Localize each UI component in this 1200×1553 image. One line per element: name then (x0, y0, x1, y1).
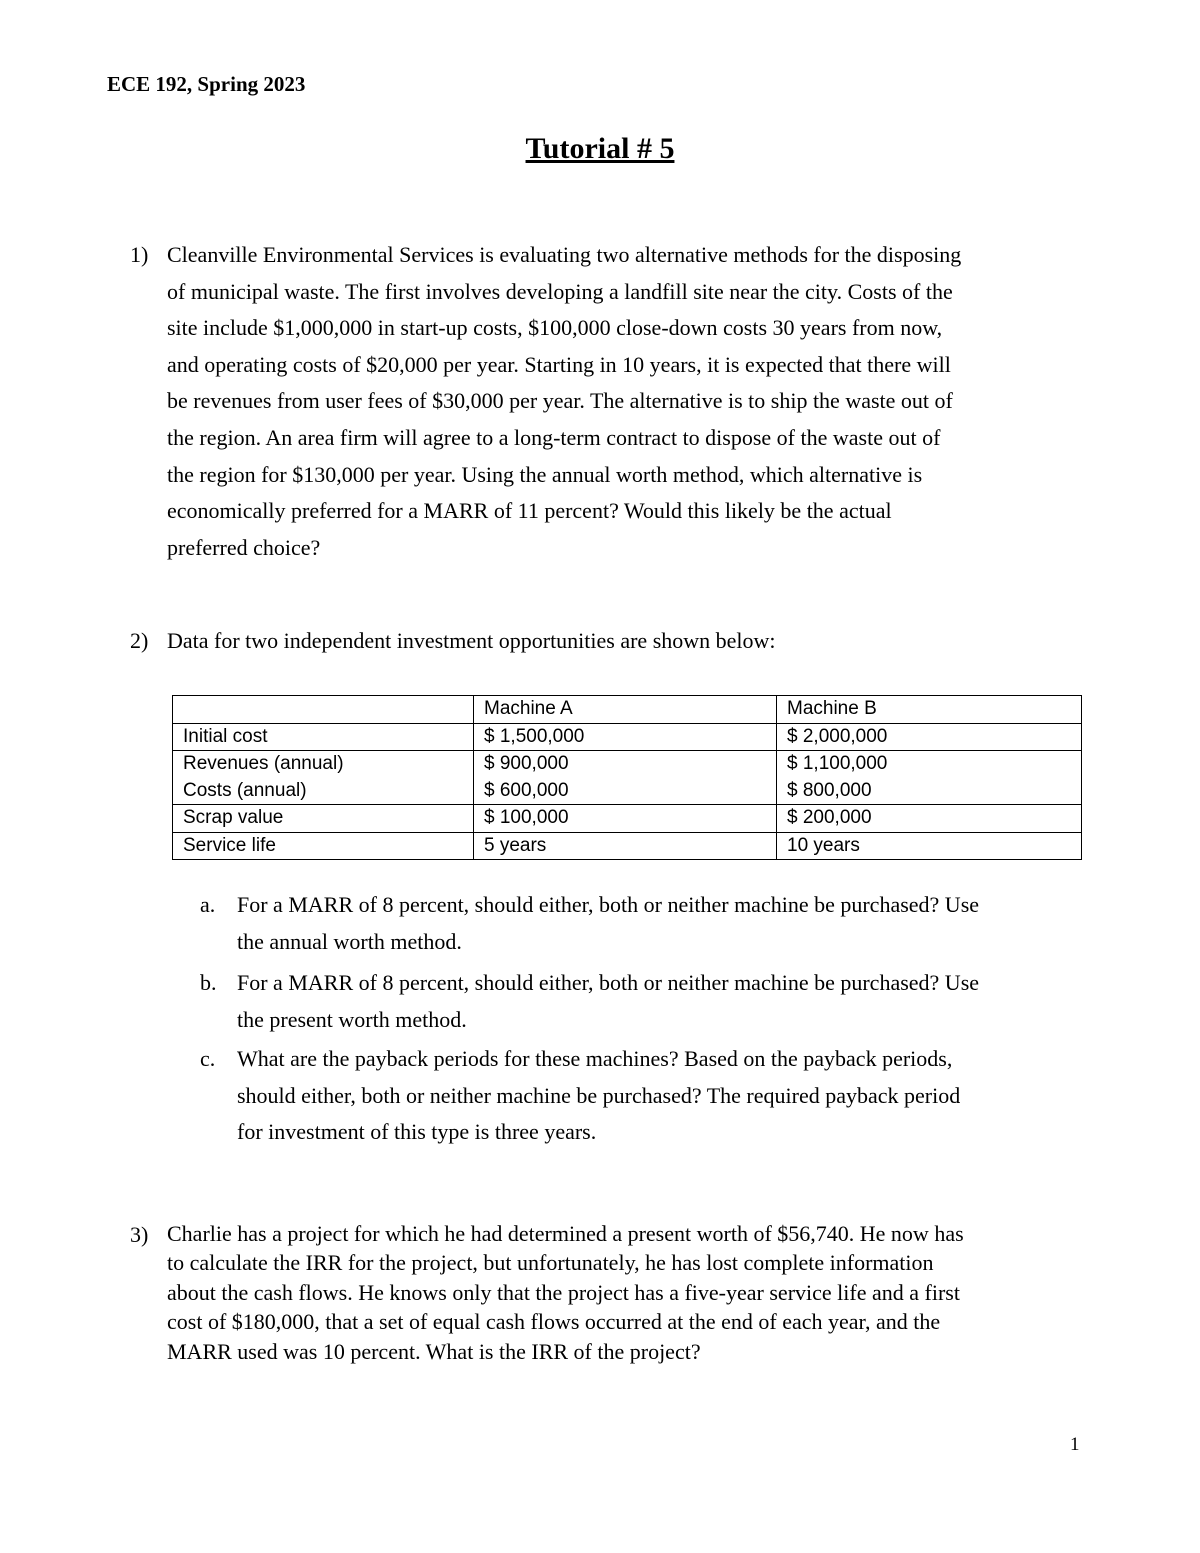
question-2-text: Data for two independent investment opportunities are shown below: (167, 628, 776, 653)
table-cell: Service life (173, 832, 474, 860)
question-3-line: MARR used was 10 percent. What is the IRR of the project? (167, 1338, 701, 1364)
table-cell: $ 200,000 (777, 805, 1082, 833)
course-header: ECE 192, Spring 2023 (107, 72, 306, 96)
table-cell: Revenues (annual) (173, 751, 474, 778)
table-cell: $ 600,000 (474, 778, 777, 805)
question-1-line: the region for $130,000 per year. Using the annual worth method, which alternative is (167, 461, 923, 487)
question-3-line: Charlie has a project for which he had determined a present worth of $56,740. He now has (167, 1221, 964, 1246)
question-2-number: 2) (130, 628, 149, 653)
question-1-line: and operating costs of $20,000 per year. Starting in 10 years, it is expected that there will (167, 351, 951, 377)
table-cell: Costs (annual) (173, 778, 474, 805)
question-2-part-c (200, 1041, 1082, 1151)
part-text: For a MARR of 8 percent, should either, both or neither machine be purchased? Use (237, 970, 980, 995)
part-text: should either, both or neither machine be purchased? The required payback period (237, 1082, 961, 1108)
table-cell: $ 1,100,000 (777, 751, 1082, 778)
table-cell: Machine B (777, 696, 1082, 724)
part-label: c. (200, 1046, 216, 1071)
table-cell: 5 years (474, 832, 777, 860)
table-cell: Initial cost (173, 723, 474, 751)
investment-data-table (172, 695, 1082, 860)
table-cell: 10 years (777, 832, 1082, 860)
table-row (173, 751, 1082, 778)
table-cell (173, 696, 474, 724)
part-text: For a MARR of 8 percent, should either, both or neither machine be purchased? Use (237, 892, 980, 917)
table-cell: $ 800,000 (777, 778, 1082, 805)
question-1-line: preferred choice? (167, 534, 321, 560)
part-text: the annual worth method. (237, 928, 462, 954)
question-3-line: cost of $180,000, that a set of equal cash flows occurred at the end of each year, and the (167, 1309, 941, 1335)
table-row (173, 723, 1082, 751)
question-3-line: to calculate the IRR for the project, but unfortunately, he has lost complete information (167, 1250, 934, 1276)
part-label: b. (200, 970, 217, 995)
table-cell: Machine A (474, 696, 777, 724)
question-1-line: economically preferred for a MARR of 11 percent? Would this likely be the actual (167, 498, 892, 524)
question-1-line: the region. An area firm will agree to a long-term contract to dispose of the waste out of (167, 424, 941, 450)
part-label: a. (200, 892, 216, 917)
table-cell: Scrap value (173, 805, 474, 833)
question-2-part-a (200, 887, 1082, 960)
question-1-line: site include $1,000,000 in start-up costs, $100,000 close-down costs 30 years from now, (167, 315, 943, 341)
table-row (173, 805, 1082, 833)
question-1-line: Cleanville Environmental Services is evaluating two alternative methods for the disposing (167, 242, 962, 267)
question-1-line: be revenues from user fees of $30,000 per year. The alternative is to ship the waste out of (167, 388, 953, 414)
question-3-text (167, 1219, 1082, 1366)
page-number: 1 (1070, 1434, 1080, 1455)
table-cell: $ 900,000 (474, 751, 777, 778)
part-text: for investment of this type is three years. (237, 1119, 597, 1145)
table-header-row (173, 696, 1082, 724)
table-row (173, 778, 1082, 805)
question-1-line: of municipal waste. The first involves developing a landfill site near the city. Costs of the (167, 278, 953, 304)
question-1-number: 1) (130, 242, 149, 267)
part-text: the present worth method. (237, 1006, 467, 1032)
table-cell: $ 1,500,000 (474, 723, 777, 751)
table-row (173, 832, 1082, 860)
part-text: What are the payback periods for these machines? Based on the payback periods, (237, 1046, 953, 1071)
question-1-text (167, 237, 1082, 566)
question-2-part-b (200, 965, 1082, 1038)
page-title: Tutorial # 5 (525, 132, 675, 165)
question-3-line: about the cash flows. He knows only that the project has a five-year service life and a first (167, 1279, 960, 1305)
table-cell: $ 2,000,000 (777, 723, 1082, 751)
table-cell: $ 100,000 (474, 805, 777, 833)
question-3-number: 3) (130, 1222, 149, 1247)
